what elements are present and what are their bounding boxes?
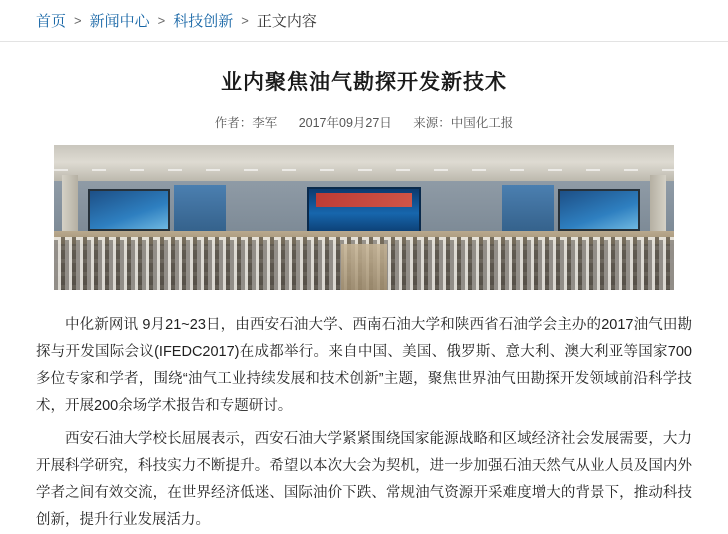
breadcrumb-item-home[interactable]: 首页 xyxy=(36,13,67,30)
article-body xyxy=(0,66,728,534)
breadcrumb-separator: > xyxy=(157,13,166,28)
photo-side-panel-left xyxy=(174,185,226,231)
article-meta xyxy=(36,113,692,131)
article-image-wrapper xyxy=(36,145,692,290)
page-title: 业内聚焦油气勘探开发新技术 xyxy=(221,71,507,94)
photo-ceiling xyxy=(54,145,674,183)
photo-projection-screen-right xyxy=(558,189,640,231)
breadcrumb-separator: > xyxy=(241,13,249,28)
article-date: 2017年09月27日 xyxy=(298,116,392,130)
conference-photo xyxy=(54,145,674,290)
article-author: 作者：李军 xyxy=(214,116,278,130)
article-paragraph-1: 中化新网讯 9月21~23日，由西安石油大学、西南石油大学和陕西省石油学会主办的2017油气田勘探与开发国际会议(IFEDC2017)在成都举行。来自中国、美国、俄罗斯、意大利、澳大利亚等国家700多位专家和学者，围绕“油气工业持续发展和技术创新”主题，聚焦世界油气田勘探开发领域前沿科学技术，开展200余场学术报告和专题研讨。 xyxy=(36,317,692,414)
breadcrumb-item-tech-innovation[interactable]: 科技创新 xyxy=(173,13,234,30)
photo-stage-banner xyxy=(316,193,412,207)
breadcrumb-item-news-center[interactable]: 新闻中心 xyxy=(89,13,150,30)
breadcrumb-separator: > xyxy=(74,13,82,28)
article-content xyxy=(36,312,692,534)
breadcrumb xyxy=(0,0,728,42)
photo-center-aisle xyxy=(341,244,387,290)
breadcrumb-item-current: 正文内容 xyxy=(256,13,317,30)
article-source: 来源：中国化工报 xyxy=(413,116,514,130)
article-paragraph-2: 西安石油大学校长屈展表示，西安石油大学紧紧围绕国家能源战略和区域经济社会发展需要，大力开展科学研究，科技实力不断提升。希望以本次大会为契机，进一步加强石油天然气从业人员及国内外学者之间有效交流，在世界经济低迷、国际油价下跌、常规油气资源开采难度增大的背景下，推动科技创新，提升行业发展活力。 xyxy=(36,431,692,528)
photo-projection-screen-left xyxy=(88,189,170,231)
photo-side-panel-right xyxy=(502,185,554,231)
